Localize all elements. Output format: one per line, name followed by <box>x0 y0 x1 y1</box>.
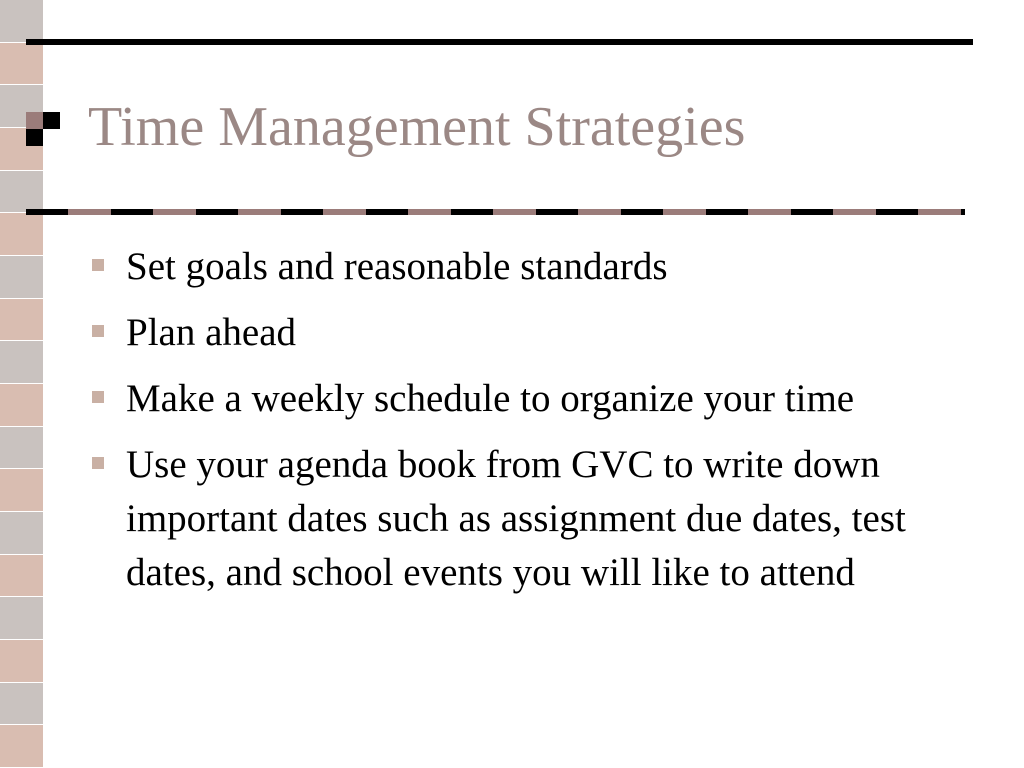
strip-cell <box>0 43 43 86</box>
square-bullet-icon <box>92 259 104 271</box>
strip-cell <box>0 725 43 768</box>
strip-cell <box>0 213 43 256</box>
bullet-text: Plan ahead <box>126 311 297 354</box>
bullet-text: Use your agenda book from GVC to write down important dates such as assignment due dates, test dates, and school events you will like to attend <box>126 443 906 594</box>
strip-cell <box>0 683 43 726</box>
strip-cell <box>0 0 43 43</box>
strip-cell <box>0 597 43 640</box>
square-bullet-icon <box>92 457 104 469</box>
bullet-item <box>90 438 910 600</box>
bullet-list <box>90 240 910 612</box>
title-checker-bullet-icon <box>26 112 60 146</box>
strip-cell <box>0 256 43 299</box>
strip-cell <box>0 555 43 598</box>
bullet-text: Make a weekly schedule to organize your time <box>126 377 855 420</box>
bullet-text: Set goals and reasonable standards <box>126 245 668 288</box>
square-bullet-icon <box>92 391 104 403</box>
strip-cell <box>0 469 43 512</box>
strip-cell <box>0 341 43 384</box>
bullet-item <box>90 372 910 426</box>
strip-cell <box>0 640 43 683</box>
strip-cell <box>0 171 43 214</box>
strip-cell <box>0 512 43 555</box>
bullet-item <box>90 306 910 360</box>
strip-cell <box>0 384 43 427</box>
strip-cell <box>0 427 43 470</box>
slide-title: Time Management Strategies <box>88 96 746 158</box>
title-dashed-divider <box>26 209 965 215</box>
top-divider-line <box>26 39 973 45</box>
square-bullet-icon <box>92 325 104 337</box>
bullet-item <box>90 240 910 294</box>
strip-cell <box>0 299 43 342</box>
